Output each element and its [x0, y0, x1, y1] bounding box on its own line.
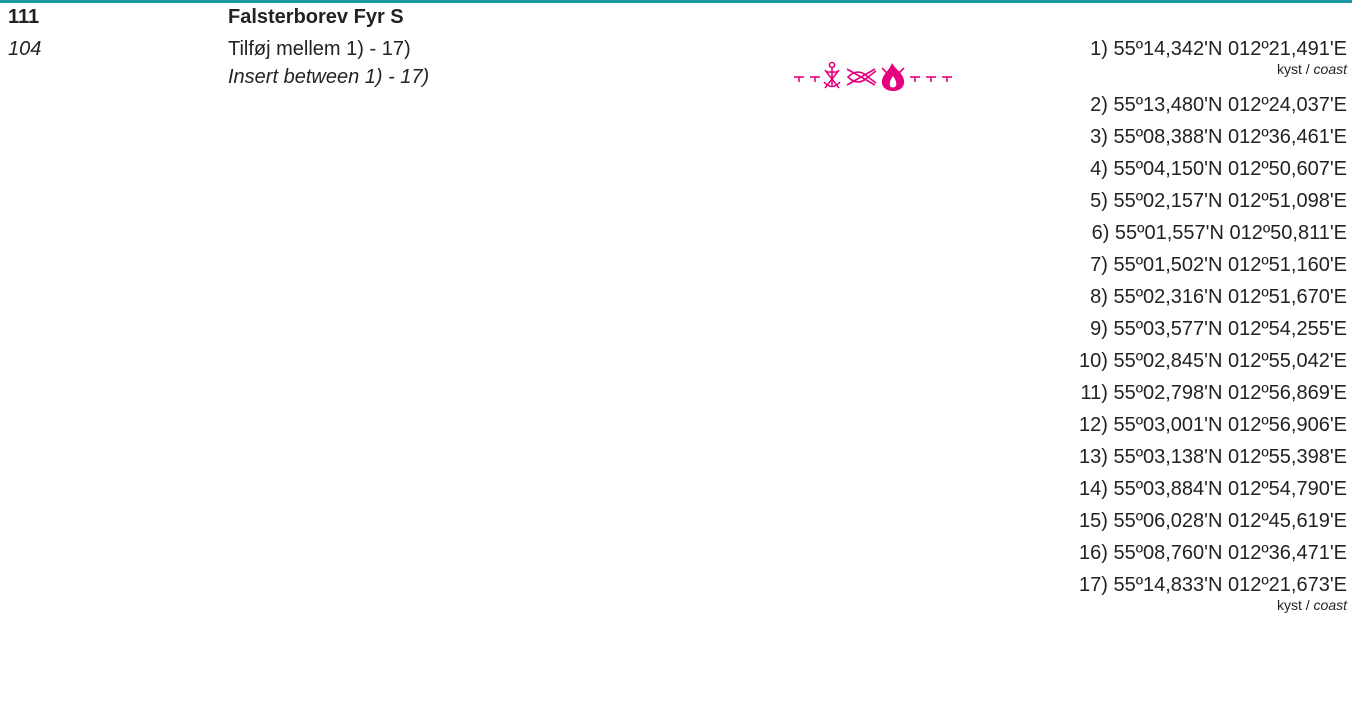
- coast-note: [927, 597, 1347, 613]
- position-row: [927, 158, 1347, 190]
- position-row: [927, 510, 1347, 542]
- position-row: [927, 446, 1347, 478]
- position-coordinates: 3) 55º08,388'N 012º36,461'E: [1090, 126, 1347, 148]
- instruction-danish: Tilføj mellem 1) - 17): [228, 38, 411, 60]
- position-coordinates: 2) 55º13,480'N 012º24,037'E: [1090, 94, 1347, 116]
- position-row: [927, 542, 1347, 574]
- header-rule: [0, 0, 1352, 3]
- position-row: [927, 94, 1347, 126]
- position-list: [927, 38, 1347, 630]
- chart-reference: 104: [8, 38, 42, 60]
- position-coordinates: 8) 55º02,316'N 012º51,670'E: [1090, 286, 1347, 308]
- coast-note-english: coast: [1313, 597, 1347, 613]
- position-row: [927, 382, 1347, 414]
- position-coordinates: 16) 55º08,760'N 012º36,471'E: [1078, 542, 1347, 564]
- position-coordinates: 10) 55º02,845'N 012º55,042'E: [1078, 350, 1347, 372]
- coast-note-separator: /: [1301, 597, 1314, 613]
- position-coordinates: 6) 55º01,557'N 012º50,811'E: [1091, 222, 1347, 244]
- notice-title: Falsterborev Fyr S: [228, 6, 404, 28]
- position-row: [927, 318, 1347, 350]
- position-row: [927, 254, 1347, 286]
- position-coordinates: 11) 55º02,798'N 012º56,869'E: [1080, 382, 1347, 404]
- coast-note-danish: kyst: [1276, 597, 1302, 613]
- notice-number: 111: [8, 6, 40, 28]
- position-coordinates: 4) 55º04,150'N 012º50,607'E: [1090, 158, 1347, 180]
- position-row: [927, 574, 1347, 630]
- position-row: [927, 38, 1347, 94]
- position-row: [927, 126, 1347, 158]
- position-coordinates: 5) 55º02,157'N 012º51,098'E: [1090, 190, 1347, 212]
- position-row: [927, 478, 1347, 510]
- position-coordinates: 1) 55º14,342'N 012º21,491'E: [1090, 38, 1347, 60]
- position-coordinates: 13) 55º03,138'N 012º55,398'E: [1078, 446, 1347, 468]
- instruction-english: Insert between 1) - 17): [228, 66, 430, 88]
- coast-note-danish: kyst: [1276, 61, 1302, 77]
- position-coordinates: 12) 55º03,001'N 012º56,906'E: [1078, 414, 1347, 436]
- coast-note-separator: /: [1301, 61, 1314, 77]
- position-row: [927, 350, 1347, 382]
- position-row: [927, 286, 1347, 318]
- position-coordinates: 15) 55º06,028'N 012º45,619'E: [1078, 510, 1347, 532]
- position-coordinates: 9) 55º03,577'N 012º54,255'E: [1090, 318, 1347, 340]
- position-row: [927, 190, 1347, 222]
- position-row: [927, 414, 1347, 446]
- position-coordinates: 17) 55º14,833'N 012º21,673'E: [1078, 574, 1347, 596]
- position-coordinates: 14) 55º03,884'N 012º54,790'E: [1078, 478, 1347, 500]
- position-row: [927, 222, 1347, 254]
- position-coordinates: 7) 55º01,502'N 012º51,160'E: [1090, 254, 1347, 276]
- coast-note-english: coast: [1313, 61, 1347, 77]
- coast-note: [927, 61, 1347, 77]
